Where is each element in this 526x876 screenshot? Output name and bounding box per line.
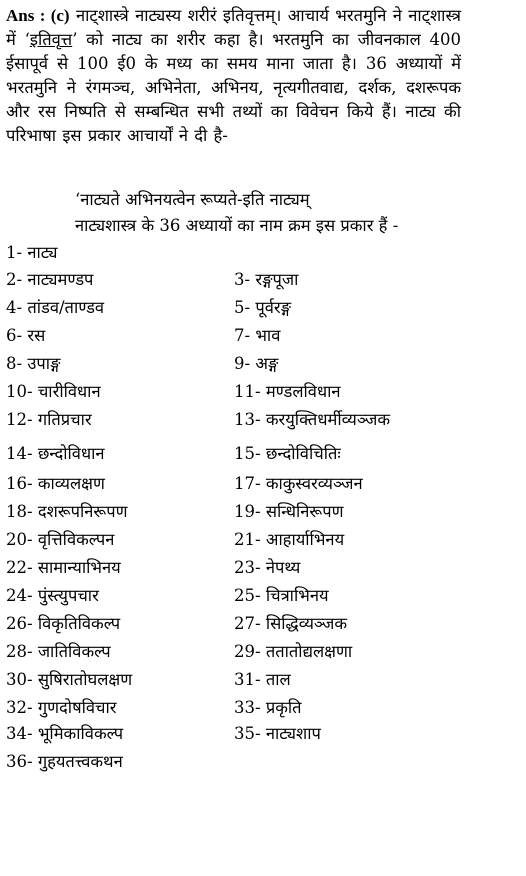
chapter-item: 11- मण्डलविधान [234,382,341,401]
chapter-item: 9- अङ्ग [234,354,279,373]
chapter-item: 29- ततातोद्यलक्षणा [234,642,353,661]
list-row [6,441,506,465]
list-row [6,583,506,607]
chapter-item: 15- छन्दोविचितिः [234,444,341,463]
chapter-item: 10- चारीविधान [6,382,101,401]
chapter-item: 32- गुणदोषविचार [6,698,117,717]
list-row [6,240,506,264]
answer-text-part1: नाट्शास्त्रे नाट्यस्य शरीरं इतिवृत्तम्। आचार्य भरतमुनि ने नाट्शास्त्र में ‘ [6,6,461,49]
chapter-item: 24- पुंस्त्युपचार [6,586,99,605]
chapter-item: 26- विकृतिविकल्प [6,614,121,633]
list-row [6,749,506,773]
list-row [6,471,506,495]
chapter-item: 2- नाट्यमण्डप [6,270,94,289]
chapter-item: 20- वृत्तिविकल्पन [6,530,115,549]
list-row [6,407,506,431]
list-row [6,267,506,291]
chapter-item: 34- भूमिकाविकल्प [6,724,124,743]
chapter-item: 1- नाट्य [6,243,58,262]
chapter-item: 12- गतिप्रचार [6,410,92,429]
chapter-item: 23- नेपथ्य [234,558,301,577]
chapter-item: 8- उपाङ्ग [6,354,61,373]
chapter-item: 7- भाव [234,326,281,345]
chapter-item: 16- काव्यलक्षण [6,474,105,493]
chapter-item: 28- जातिविकल्प [6,642,111,661]
definition-quote: ‘नाट्यते अभिनयत्वेन रूप्यते-इति नाट्यम् [75,190,310,209]
chapter-item: 35- नाट्यशाप [234,724,321,743]
list-row [6,555,506,579]
list-row [6,667,506,691]
chapter-item: 19- सन्धिनिरूपण [234,502,344,521]
chapter-item: 14- छन्दोविधान [6,444,105,463]
chapter-item: 17- काकुस्वरव्यञ्जन [234,474,363,493]
list-intro: नाट्यशास्त्र के 36 अध्यायों का नाम क्रम इस प्रकार हैं - [75,216,399,235]
chapter-item: 21- आहार्याभिनय [234,530,345,549]
chapter-item: 3- रङ्गपूजा [234,270,299,289]
list-row [6,721,506,745]
chapter-item: 36- गुहयतत्त्वकथन [6,752,123,771]
answer-text-part2: ’ को नाट्य का शरीर कहा है। भरतमुनि का जीवनकाल 400 ईसापूर्व से 100 ई0 के मध्य का समय माना जाता है। 36 अध्यायों में भरतमुनि ने रंगमञ्च, अभिनेता, अभिनय, नृत्यगीतवाद्य, दर्शक, दशरूपक और रस निष्पति से सम्बन्धित सभी तथ्यों का विवेचन किये हैं। नाट्य की परिभाषा इस प्रकार आचार्यों ने दी है- [6,30,461,145]
list-row [6,323,506,347]
list-row [6,351,506,375]
chapter-item: 33- प्रकृति [234,698,302,717]
list-row [6,695,506,719]
chapter-item: 5- पूर्वरङ्ग [234,298,292,317]
underlined-term: इतिवृत्त [29,30,73,49]
chapter-item: 4- तांडव/ताण्डव [6,298,105,317]
list-row [6,499,506,523]
list-row [6,611,506,635]
answer-paragraph [6,4,461,148]
chapter-item: 6- रस [6,326,46,345]
list-row [6,295,506,319]
chapter-item: 22- सामान्याभिनय [6,558,121,577]
chapter-item: 25- चित्राभिनय [234,586,329,605]
chapter-item: 31- ताल [234,670,291,689]
chapter-item: 30- सुषिरातोघलक्षण [6,670,133,689]
answer-prefix: Ans : (c) [6,6,70,25]
chapter-item: 18- दशरूपनिरूपण [6,502,128,521]
chapter-item: 27- सिद्धिव्यञ्जक [234,614,348,633]
chapter-item: 13- करयुक्तिधर्मीव्यञ्जक [234,410,390,429]
list-row [6,379,506,403]
list-row [6,527,506,551]
list-row [6,639,506,663]
